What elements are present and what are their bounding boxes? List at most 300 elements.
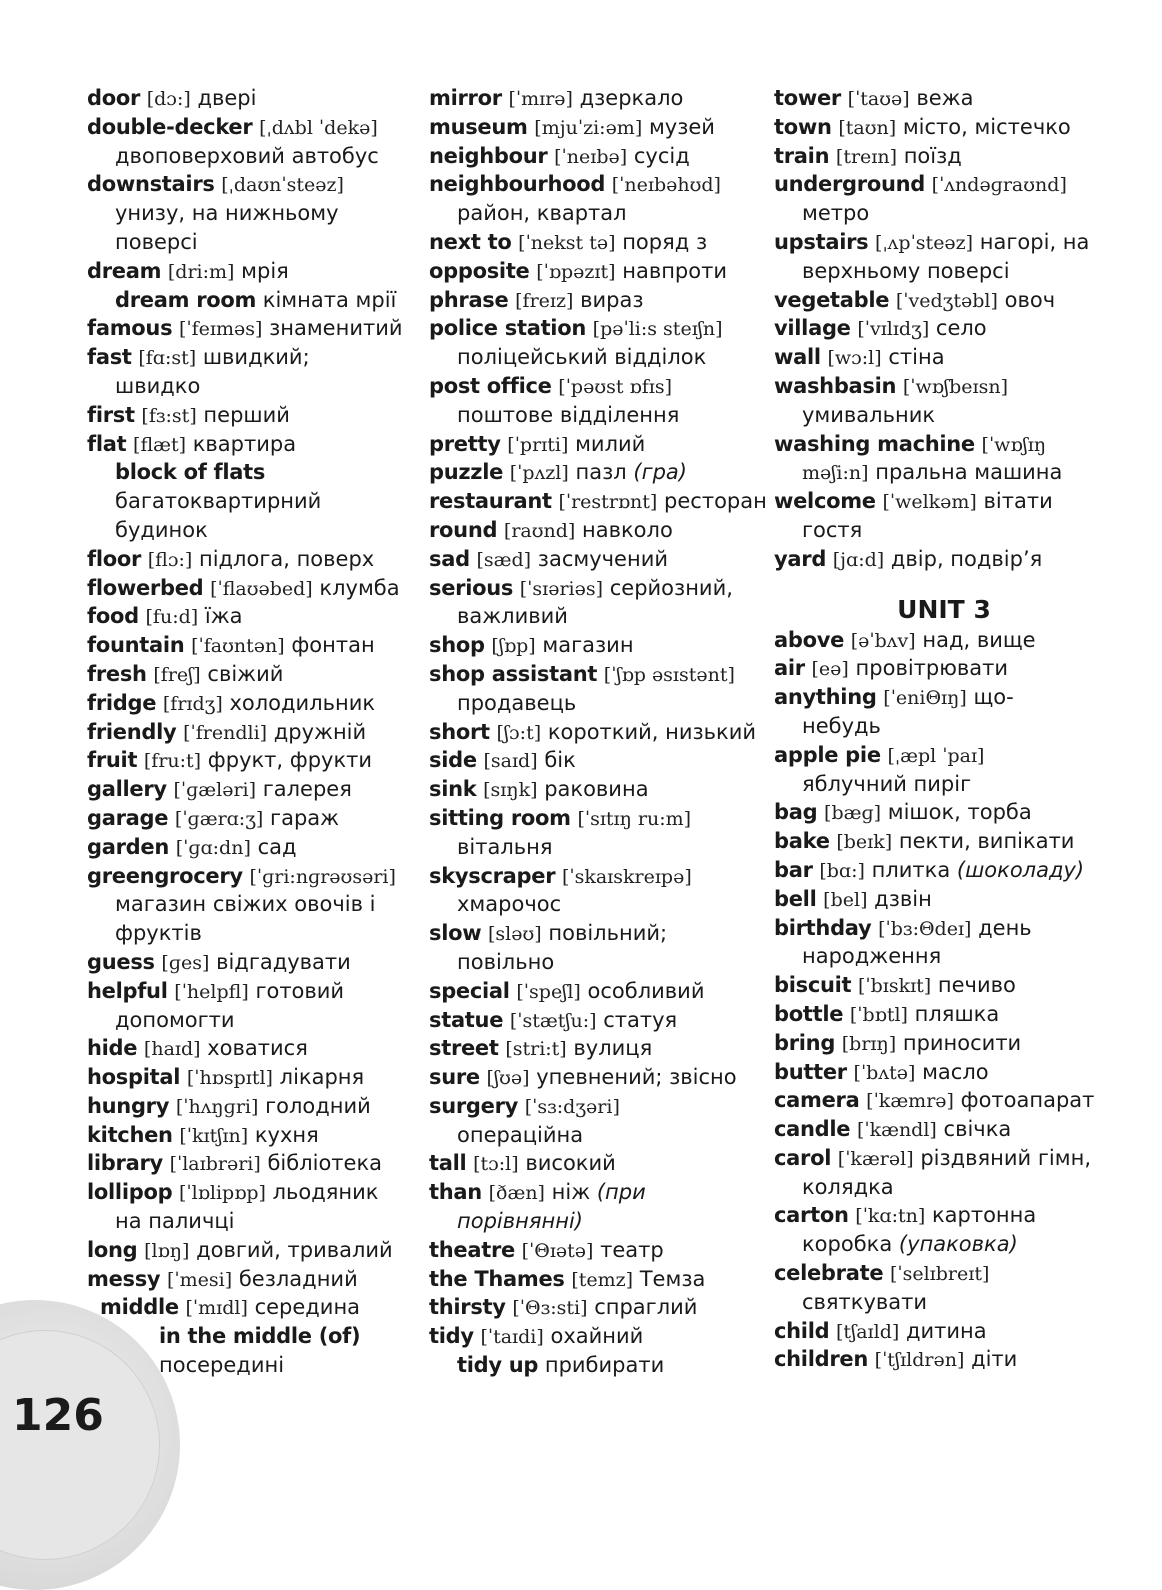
transcription: [ˈɒpəzɪt] bbox=[536, 260, 616, 283]
transcription: [ʃɒp] bbox=[491, 635, 536, 658]
entry-continuation bbox=[774, 1230, 1114, 1259]
entry-line bbox=[87, 574, 412, 603]
entry-continuation bbox=[429, 602, 759, 631]
entry-line bbox=[87, 804, 412, 833]
entry-line bbox=[87, 775, 412, 804]
entry-continuation bbox=[429, 948, 759, 977]
translation: багатоквартирний bbox=[115, 489, 322, 514]
entry-line bbox=[87, 1063, 412, 1092]
transcription: [freɪz] bbox=[515, 289, 574, 312]
entry-line bbox=[774, 170, 1114, 199]
transcription: [ˈfrendli] bbox=[183, 721, 268, 744]
entry-line bbox=[774, 314, 1114, 343]
entry-line bbox=[774, 487, 1114, 516]
translation: дитина bbox=[905, 1318, 987, 1343]
transcription: [ˈbɜ:Θdeɪ] bbox=[878, 917, 972, 940]
entry-line bbox=[87, 84, 412, 113]
entry-line bbox=[774, 545, 1114, 574]
entry-line bbox=[774, 84, 1114, 113]
entry-continuation bbox=[87, 1351, 412, 1380]
transcription: [ˌæpl ˈpaɪ] bbox=[887, 744, 985, 767]
transcription: [ˈneɪbə] bbox=[554, 145, 628, 168]
translation: пекти, випікати bbox=[898, 829, 1075, 854]
translation: що- bbox=[973, 685, 1014, 710]
translation: ніж bbox=[551, 1180, 591, 1205]
headword: train bbox=[774, 143, 830, 168]
entry-line bbox=[87, 1149, 412, 1178]
transcription: [ˈʌndəɡraʊnd] bbox=[931, 174, 1067, 197]
entry-line bbox=[87, 746, 412, 775]
entry-line bbox=[429, 170, 759, 199]
transcription: [ˈfaʊntən] bbox=[191, 635, 285, 658]
headword: hospital bbox=[87, 1065, 181, 1090]
translation: картонна bbox=[931, 1203, 1037, 1228]
transcription: [ˈwɒʃɪŋ bbox=[981, 433, 1047, 456]
translation: відгадувати bbox=[216, 949, 351, 974]
transcription: [ʃɔ:t] bbox=[496, 721, 542, 744]
headword: short bbox=[429, 719, 490, 744]
translation: пазл bbox=[575, 460, 627, 485]
entry-line bbox=[429, 458, 759, 487]
entry-line bbox=[774, 856, 1114, 885]
entry-continuation bbox=[774, 257, 1114, 286]
translation: мрія bbox=[241, 258, 289, 283]
entry-continuation bbox=[429, 890, 759, 919]
translation: магазин bbox=[542, 633, 634, 658]
translation: вежа bbox=[916, 86, 974, 110]
entry-continuation bbox=[774, 712, 1114, 741]
headword: special bbox=[429, 978, 510, 1003]
translation: повільно bbox=[457, 949, 555, 974]
entry-line bbox=[429, 372, 759, 401]
entry-line bbox=[429, 660, 759, 689]
sub-entry-line bbox=[87, 458, 412, 487]
headword: bag bbox=[774, 800, 818, 825]
transcription: [ˈlɒlipɒp] bbox=[179, 1182, 266, 1205]
transcription: [sləʊ] bbox=[488, 923, 542, 946]
transcription: [fɜ:st] bbox=[141, 404, 197, 427]
translation: святкувати bbox=[802, 1289, 928, 1314]
entry-line bbox=[429, 631, 759, 660]
entry-line bbox=[429, 1063, 759, 1092]
translation: ховатися bbox=[207, 1036, 308, 1061]
entry-line bbox=[87, 977, 412, 1006]
transcription: [flɔ:] bbox=[147, 548, 193, 571]
entry-line bbox=[429, 1265, 759, 1294]
entry-line bbox=[87, 314, 412, 343]
transcription: [beɪk] bbox=[836, 831, 893, 854]
entry-line bbox=[429, 1178, 759, 1207]
headword: museum bbox=[429, 114, 528, 139]
translation: вітальня bbox=[457, 834, 553, 859]
entry-line bbox=[429, 113, 759, 142]
transcription: [bel] bbox=[823, 888, 868, 911]
entry-line bbox=[429, 862, 759, 891]
headword: sink bbox=[429, 777, 477, 802]
translation: швидкий; bbox=[202, 345, 310, 370]
entry-line bbox=[429, 84, 759, 113]
translation: їжа bbox=[204, 604, 243, 629]
headword: fast bbox=[87, 345, 132, 370]
translation: масло bbox=[922, 1059, 989, 1084]
headword: air bbox=[774, 656, 805, 681]
entry-line bbox=[429, 746, 759, 775]
entry-line bbox=[774, 1201, 1114, 1230]
headword: in the middle (of) bbox=[159, 1324, 361, 1349]
transcription: [ˈtaɪdi] bbox=[480, 1326, 544, 1349]
translation: колядка bbox=[802, 1174, 894, 1199]
translation: фотоапарат bbox=[960, 1088, 1095, 1113]
headword: police station bbox=[429, 316, 586, 341]
transcription: [ˈfeɪməs] bbox=[178, 318, 263, 341]
transcription: [taʊn] bbox=[838, 116, 897, 139]
headword: hungry bbox=[87, 1093, 170, 1118]
translation: навпроти bbox=[622, 258, 727, 283]
translation: безладний bbox=[238, 1266, 358, 1291]
usage-note: порівнянні) bbox=[457, 1209, 583, 1234]
headword: shop assistant bbox=[429, 661, 598, 686]
headword: child bbox=[774, 1318, 830, 1343]
translation: плитка bbox=[871, 857, 951, 882]
transcription: [raʊnd] bbox=[503, 519, 576, 542]
headword: vegetable bbox=[774, 287, 890, 312]
translation: галерея bbox=[262, 777, 352, 802]
translation: діти bbox=[971, 1347, 1018, 1372]
translation: вулиця bbox=[573, 1036, 653, 1061]
translation: печиво bbox=[937, 973, 1016, 998]
transcription: [ˈlaɪbrəri] bbox=[169, 1153, 261, 1176]
entry-line bbox=[774, 654, 1114, 683]
translation: село bbox=[935, 316, 987, 341]
entry-line bbox=[429, 1236, 759, 1265]
entry-line bbox=[87, 833, 412, 862]
translation: гостя bbox=[802, 517, 863, 542]
translation: гараж bbox=[270, 805, 340, 830]
entry-line bbox=[429, 574, 759, 603]
translation: вираз bbox=[580, 287, 644, 312]
sub-entry-line bbox=[87, 1322, 412, 1351]
headword: dream bbox=[87, 258, 162, 283]
translation: метро bbox=[802, 201, 870, 226]
transcription: [fru:t] bbox=[143, 750, 202, 773]
headword: children bbox=[774, 1347, 868, 1372]
entry-continuation bbox=[429, 343, 759, 372]
transcription: [ˌdaʊnˈsteəz] bbox=[221, 174, 344, 197]
translation: холодильник bbox=[229, 690, 376, 715]
transcription: [tɔ:l] bbox=[473, 1153, 519, 1176]
transcription: [brɪŋ] bbox=[841, 1032, 897, 1055]
translation: дзеркало bbox=[579, 86, 684, 110]
translation: пральна машина bbox=[875, 460, 1063, 485]
translation: дружній bbox=[273, 719, 367, 744]
transcription: [ˈhɒspɪtl] bbox=[186, 1067, 273, 1090]
headword: mirror bbox=[429, 86, 502, 110]
sub-entry-line bbox=[87, 286, 412, 315]
entry-line bbox=[774, 113, 1114, 142]
translation: фруктів bbox=[115, 921, 202, 946]
headword: next to bbox=[429, 229, 512, 254]
headword: pretty bbox=[429, 431, 501, 456]
translation: яблучний пиріг bbox=[802, 771, 972, 796]
entry-line bbox=[87, 1092, 412, 1121]
usage-note: (гра) bbox=[633, 460, 687, 485]
headword: slow bbox=[429, 921, 482, 946]
translation: короткий, низький bbox=[547, 719, 757, 744]
section-gap bbox=[774, 574, 1114, 588]
transcription: [tʃaɪld] bbox=[836, 1320, 900, 1343]
entry-continuation bbox=[774, 516, 1114, 545]
transcription: [bɑ:] bbox=[819, 859, 865, 882]
headword: dream room bbox=[115, 287, 257, 312]
entry-line bbox=[429, 430, 759, 459]
entry-line bbox=[429, 142, 759, 171]
entry-continuation bbox=[774, 1288, 1114, 1317]
translation: пляшка bbox=[914, 1001, 1000, 1026]
translation: поїзд bbox=[903, 143, 962, 168]
transcription: [flæt] bbox=[133, 433, 187, 456]
headword: puzzle bbox=[429, 460, 504, 485]
transcription: [ˈsɪtɪŋ ru:m] bbox=[577, 807, 692, 830]
entry-continuation bbox=[774, 401, 1114, 430]
transcription: [dri:m] bbox=[167, 260, 235, 283]
entry-continuation bbox=[87, 487, 412, 516]
transcription: [ˌʌpˈsteəz] bbox=[875, 231, 974, 254]
translation: кухня bbox=[254, 1122, 319, 1147]
translation: вітати bbox=[983, 489, 1053, 514]
transcription: [ˈbɪskɪt] bbox=[857, 975, 932, 998]
transcription: [ˈɡærɑ:ʒ] bbox=[174, 807, 264, 830]
headword: skyscraper bbox=[429, 863, 556, 888]
translation: свіжий bbox=[207, 661, 284, 686]
entry-continuation bbox=[774, 1173, 1114, 1202]
transcription: [treɪn] bbox=[835, 145, 898, 168]
transcription: [ˈkæmrə] bbox=[866, 1090, 954, 1113]
headword: phrase bbox=[429, 287, 509, 312]
transcription: [frɪdʒ] bbox=[162, 692, 223, 715]
entry-continuation bbox=[87, 1006, 412, 1035]
entry-line bbox=[774, 1144, 1114, 1173]
entry-line bbox=[429, 1322, 759, 1351]
entry-continuation bbox=[429, 833, 759, 862]
transcription: [ˈtʃɪldrən] bbox=[874, 1349, 965, 1372]
headword: washing machine bbox=[774, 431, 975, 456]
entry-line bbox=[774, 1115, 1114, 1144]
transcription: [wɔ:l] bbox=[827, 347, 882, 370]
headword: biscuit bbox=[774, 973, 852, 998]
headword: downstairs bbox=[87, 172, 215, 197]
headword: yard bbox=[774, 546, 827, 571]
translation: милий bbox=[575, 431, 646, 456]
headword: thirsty bbox=[429, 1295, 506, 1320]
entry-continuation bbox=[87, 199, 412, 228]
transcription: [ˈspeʃl] bbox=[516, 980, 581, 1003]
translation: клумба bbox=[319, 575, 400, 600]
entry-line bbox=[87, 113, 412, 142]
entry-line bbox=[774, 626, 1114, 655]
entry-continuation bbox=[774, 770, 1114, 799]
translation: різдвяний гімн, bbox=[920, 1145, 1091, 1170]
transcription: [bæɡ] bbox=[824, 802, 882, 825]
translation: над, вище bbox=[922, 627, 1036, 652]
transcription: [ˈkændl] bbox=[856, 1119, 937, 1142]
headword: fresh bbox=[87, 661, 147, 686]
transcription: [sɪŋk] bbox=[483, 779, 538, 802]
entry-line bbox=[774, 827, 1114, 856]
transcription: [ˈvɪlɪdʒ] bbox=[857, 318, 930, 341]
headword: opposite bbox=[429, 258, 530, 283]
headword: the Thames bbox=[429, 1266, 565, 1291]
entry-continuation bbox=[87, 516, 412, 545]
headword: candle bbox=[774, 1117, 851, 1142]
entry-line bbox=[429, 804, 759, 833]
entry-line bbox=[429, 487, 767, 516]
entry-continuation bbox=[429, 1207, 759, 1236]
entry-line bbox=[87, 1121, 412, 1150]
headword: anything bbox=[774, 685, 877, 710]
translation: повільний; bbox=[548, 921, 668, 946]
headword: lollipop bbox=[87, 1180, 173, 1205]
translation: на паличці bbox=[115, 1209, 235, 1234]
transcription: [ɡes] bbox=[161, 951, 210, 974]
entry-line bbox=[774, 430, 1114, 459]
entry-line bbox=[774, 741, 1114, 770]
entry-line bbox=[429, 1149, 759, 1178]
translation: будинок bbox=[115, 517, 208, 542]
unit-heading: UNIT 3 bbox=[897, 594, 991, 624]
entry-line bbox=[429, 1293, 759, 1322]
translation: квартира bbox=[192, 431, 297, 456]
translation: охайний bbox=[550, 1324, 644, 1349]
translation: район, квартал bbox=[457, 201, 627, 226]
headword: camera bbox=[774, 1088, 860, 1113]
translation: магазин свіжих овочів і bbox=[115, 892, 376, 917]
transcription: [ˈskaɪskreɪpə] bbox=[561, 865, 692, 888]
entry-line bbox=[774, 1086, 1114, 1115]
headword: birthday bbox=[774, 915, 872, 940]
translation: високий bbox=[525, 1151, 616, 1176]
entry-line bbox=[774, 1259, 1114, 1288]
transcription: [fɑ:st] bbox=[138, 347, 197, 370]
sub-entry-line bbox=[87, 1293, 412, 1322]
translation: хмарочос bbox=[457, 892, 562, 917]
entry-line bbox=[774, 914, 1114, 943]
transcription: [temz] bbox=[571, 1268, 634, 1291]
translation: поверсі bbox=[115, 229, 198, 254]
translation: раковина bbox=[544, 777, 649, 802]
headword: serious bbox=[429, 575, 514, 600]
transcription: [dɔ:] bbox=[146, 88, 191, 110]
headword: celebrate bbox=[774, 1261, 884, 1286]
transcription: [ˈmɪdl] bbox=[185, 1297, 248, 1320]
translation: продавець bbox=[457, 690, 577, 715]
translation: поліцейський відділок bbox=[457, 345, 707, 370]
transcription: [ˈtaʊə] bbox=[847, 88, 910, 110]
translation: бібліотека bbox=[267, 1151, 383, 1176]
headword: round bbox=[429, 517, 498, 542]
headword: bake bbox=[774, 829, 830, 854]
entry-continuation bbox=[87, 919, 412, 948]
entry-line bbox=[87, 545, 412, 574]
headword: tidy bbox=[429, 1324, 474, 1349]
entry-line bbox=[774, 228, 1114, 257]
translation: унизу, на нижньому bbox=[115, 201, 339, 226]
headword: garage bbox=[87, 805, 169, 830]
transcription: [mjuˈzi:əm] bbox=[534, 116, 643, 139]
transcription: [ˈrestrɒnt] bbox=[558, 491, 658, 514]
entry-continuation bbox=[774, 458, 1114, 487]
entry-line bbox=[429, 1034, 759, 1063]
entry-line bbox=[429, 919, 759, 948]
headword: helpful bbox=[87, 978, 168, 1003]
transcription: [ˈhelpfl] bbox=[174, 980, 249, 1003]
headword: surgery bbox=[429, 1093, 519, 1118]
entry-line bbox=[87, 343, 412, 372]
headword: guess bbox=[87, 949, 155, 974]
entry-line bbox=[87, 862, 412, 891]
entry-continuation bbox=[429, 1121, 759, 1150]
transcription: [əˈbʌv] bbox=[850, 629, 916, 652]
entry-continuation bbox=[87, 228, 412, 257]
transcription: [ˈsɜ:dʒəri] bbox=[524, 1095, 620, 1118]
transcription: [ˈsɪəriəs] bbox=[519, 577, 604, 600]
translation: посередині bbox=[159, 1353, 285, 1378]
vocabulary-column-2 bbox=[429, 84, 767, 1380]
transcription: [ˈΘɜ:sti] bbox=[512, 1297, 588, 1320]
headword: gallery bbox=[87, 777, 167, 802]
entry-line bbox=[87, 602, 412, 631]
transcription: [jɑ:d] bbox=[832, 548, 885, 571]
translation: особливий bbox=[587, 978, 705, 1003]
sub-entry-line bbox=[429, 1351, 759, 1380]
headword: washbasin bbox=[774, 373, 897, 398]
headword: block of flats bbox=[115, 460, 266, 485]
translation: Темза bbox=[639, 1266, 706, 1291]
transcription: [saɪd] bbox=[483, 750, 538, 773]
headword: welcome bbox=[774, 489, 876, 514]
vocabulary-column-3 bbox=[774, 84, 1114, 1374]
entry-line bbox=[429, 286, 759, 315]
headword: wall bbox=[774, 345, 821, 370]
entry-continuation bbox=[87, 890, 412, 919]
transcription: [ˈflaʊəbed] bbox=[210, 577, 313, 600]
translation: бік bbox=[544, 748, 576, 773]
transcription: [ˈɡɑ:dn] bbox=[175, 836, 251, 859]
entry-line bbox=[429, 516, 759, 545]
translation: довгий, тривалий bbox=[196, 1237, 393, 1262]
transcription: [ˈpʌzl] bbox=[509, 462, 569, 485]
entry-line bbox=[87, 689, 412, 718]
headword: street bbox=[429, 1036, 499, 1061]
entry-line bbox=[429, 314, 759, 343]
transcription: [ˈselɪbreɪt] bbox=[889, 1263, 990, 1286]
transcription: [ðæn] bbox=[488, 1182, 545, 1205]
translation: готовий bbox=[255, 978, 345, 1003]
entry-line bbox=[87, 718, 412, 747]
entry-line bbox=[429, 775, 759, 804]
headword: door bbox=[87, 86, 141, 110]
translation: знаменитий bbox=[269, 316, 403, 341]
transcription: [ˈpəʊst ɒfɪs] bbox=[558, 375, 672, 398]
transcription: [freʃ] bbox=[153, 663, 201, 686]
entry-line bbox=[774, 1345, 1114, 1374]
entry-continuation bbox=[87, 1207, 412, 1236]
transcription: [ˈwɒʃbeɪsn] bbox=[902, 375, 1008, 398]
headword: butter bbox=[774, 1059, 847, 1084]
headword: kitchen bbox=[87, 1122, 173, 1147]
entry-continuation bbox=[429, 401, 759, 430]
transcription: [eə] bbox=[811, 658, 849, 681]
translation: мішок, торба bbox=[887, 800, 1032, 825]
